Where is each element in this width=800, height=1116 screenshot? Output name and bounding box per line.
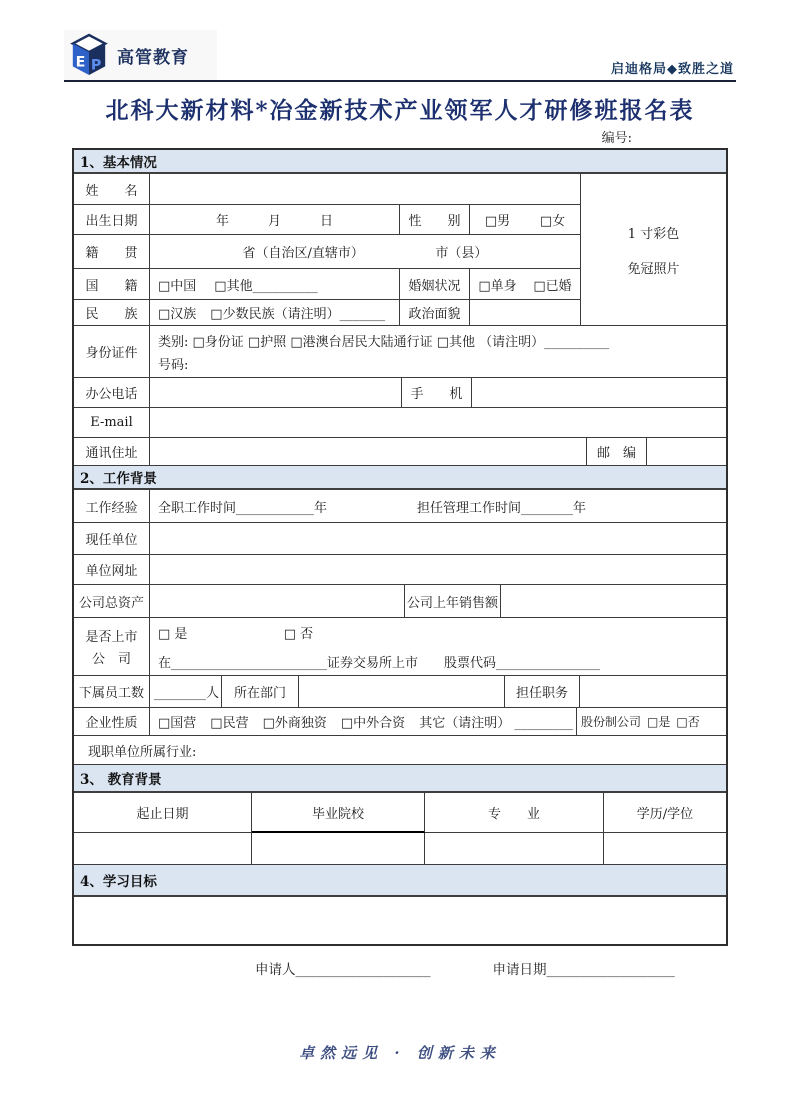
photo-note-line1: 1 寸彩色 <box>627 226 680 242</box>
checkbox-joint-venture[interactable]: □中外合资 <box>340 716 406 731</box>
dob-input-area[interactable]: 年 月 日 <box>150 205 400 234</box>
edu-major-input-area[interactable] <box>425 833 604 864</box>
photo-placeholder[interactable] <box>580 174 726 325</box>
email-label: E-mail <box>74 408 150 437</box>
name-input-area[interactable] <box>150 174 580 204</box>
ethnicity-label: 民 族 <box>74 300 150 325</box>
management-years-blank[interactable]: 担任管理工作时间________年 <box>417 500 587 516</box>
gender-options <box>470 205 580 234</box>
dob-label: 出生日期 <box>74 205 150 234</box>
sales-label: 公司上年销售额 <box>405 585 501 617</box>
checkbox-shareholding-yes[interactable]: □是 <box>647 715 671 729</box>
assets-label: 公司总资产 <box>74 585 150 617</box>
checkbox-type-other[interactable]: 其它（请注明） _________ <box>419 716 573 731</box>
native-place-input-area[interactable]: 省（自治区/直辖市） 市（县） <box>242 246 488 261</box>
dept-label: 所在部门 <box>222 676 299 707</box>
email-row <box>74 408 726 438</box>
listed-company-input-area[interactable] <box>150 618 726 675</box>
id-document-row <box>74 326 726 378</box>
footer-motto: 卓然远见 · 创新未来 <box>299 1044 501 1062</box>
checkbox-private[interactable]: □民营 <box>210 716 249 731</box>
svg-text:P: P <box>90 57 102 74</box>
company-type-row <box>74 708 726 736</box>
id-type-options[interactable]: 类别: □身份证 □护照 □港澳台居民大陆通行证 □其他 （请注明）__________ <box>158 334 610 350</box>
checkbox-single[interactable]: □单身 <box>478 278 517 294</box>
form-title: 北科大新材料*冶金新技术产业领军人才研修班报名表 <box>105 97 695 124</box>
section-2-title: 2、工作背景 <box>80 471 157 487</box>
section-1-header <box>74 150 726 174</box>
office-phone-label: 办公电话 <box>74 378 150 407</box>
header-bar <box>64 28 736 82</box>
listed-company-label <box>74 618 150 675</box>
shareholding-options <box>577 708 726 735</box>
study-goals-row <box>74 897 726 944</box>
checkbox-china[interactable]: □中国 <box>158 278 197 294</box>
checkbox-minority[interactable]: □少数民族（请注明）_______ <box>210 307 386 322</box>
logo-text: 高管教育 <box>117 47 189 68</box>
name-label: 姓 名 <box>74 174 150 204</box>
gender-label: 性 别 <box>400 205 470 234</box>
brand-logo <box>64 30 217 80</box>
company-type-label: 企业性质 <box>74 708 150 735</box>
id-document-input-area[interactable] <box>150 326 726 377</box>
fulltime-years-blank[interactable]: 全职工作时间____________年 <box>158 500 328 516</box>
native-place-label: 籍 贯 <box>74 235 150 268</box>
study-goals-input-area[interactable] <box>74 897 726 944</box>
checkbox-han[interactable]: □汉族 <box>158 307 197 322</box>
svg-text:E: E <box>75 54 86 71</box>
political-status-input-area[interactable] <box>470 300 580 325</box>
employer-label: 现任单位 <box>74 523 150 554</box>
address-row <box>74 438 726 466</box>
address-input-area[interactable] <box>150 438 587 465</box>
staff-count-input-area[interactable]: ________人 <box>150 676 222 707</box>
edu-header-major: 专 业 <box>425 793 604 833</box>
political-status-label: 政治面貌 <box>400 300 470 325</box>
listed-company-row <box>74 618 726 676</box>
staff-count-label: 下属员工数 <box>74 676 150 707</box>
listed-label-line2: 公 司 <box>91 652 131 667</box>
section-3-title: 3、 教育背景 <box>80 772 162 788</box>
nationality-row <box>74 269 580 300</box>
brand-slogan: 启迪格局◆致胜之道 <box>611 62 734 77</box>
industry-row <box>74 736 726 765</box>
basic-info-block <box>74 174 726 326</box>
name-row <box>74 174 580 205</box>
ethnicity-options <box>150 300 400 325</box>
staff-dept-row <box>74 676 726 708</box>
education-data-row <box>74 833 726 865</box>
ep-cube-logo-icon <box>69 33 109 77</box>
phone-row <box>74 378 726 408</box>
edu-header-degree: 学历/学位 <box>604 793 726 833</box>
section-4-header <box>74 865 726 897</box>
edu-school-input-area[interactable] <box>252 833 425 864</box>
photo-note-line2: 免冠照片 <box>627 261 680 277</box>
listed-label-line1: 是否上市 <box>85 630 138 645</box>
nationality-label: 国 籍 <box>74 269 150 299</box>
section-4-title: 4、学习目标 <box>80 874 157 890</box>
serial-number-label: 编号: <box>601 131 632 146</box>
dob-row <box>74 205 580 235</box>
experience-row <box>74 490 726 523</box>
zip-input-area[interactable] <box>647 438 726 465</box>
dept-input-area[interactable] <box>299 676 505 707</box>
industry-input-area[interactable]: 现职单位所属行业: <box>88 744 197 760</box>
exchange-stock-code-blank[interactable]: 在________________________证券交易所上市 股票代码________________ <box>158 655 601 671</box>
employer-row <box>74 523 726 555</box>
website-label: 单位网址 <box>74 555 150 584</box>
signature-line <box>0 958 800 978</box>
shareholding-label: 股份制公司 <box>581 715 642 729</box>
position-input-area[interactable] <box>580 676 726 707</box>
position-label: 担任职务 <box>505 676 580 707</box>
office-phone-input-area[interactable] <box>150 378 402 407</box>
checkbox-foreign-owned[interactable]: □外商独资 <box>262 716 327 731</box>
checkbox-married[interactable]: □已婚 <box>533 278 572 294</box>
application-date-blank[interactable]: 申请日期___________________ <box>492 962 675 978</box>
section-3-header <box>74 765 726 793</box>
education-header-row <box>74 793 726 833</box>
company-type-options <box>150 708 577 735</box>
checkbox-male[interactable]: □男 <box>484 214 511 229</box>
listed-yes-no-options <box>158 623 313 642</box>
email-input-area[interactable] <box>150 408 726 437</box>
mobile-label: 手 机 <box>402 378 472 407</box>
marital-label: 婚姻状况 <box>400 269 470 299</box>
website-input-area[interactable] <box>150 555 726 584</box>
experience-input-area[interactable] <box>150 490 726 522</box>
address-label: 通讯住址 <box>74 438 150 465</box>
edu-degree-input-area[interactable] <box>604 833 726 864</box>
section-2-header <box>74 466 726 490</box>
native-place-row <box>74 235 580 269</box>
nationality-options <box>150 269 400 299</box>
edu-header-school: 毕业院校 <box>252 793 425 833</box>
edu-dates-input-area[interactable] <box>74 833 252 864</box>
edu-header-dates: 起止日期 <box>74 793 252 833</box>
assets-row <box>74 585 726 618</box>
applicant-signature-blank[interactable]: 申请人____________________ <box>255 962 431 978</box>
mobile-input-area[interactable] <box>472 378 726 407</box>
section-1-title: 1、基本情况 <box>80 155 157 171</box>
id-document-label: 身份证件 <box>74 326 150 377</box>
assets-input-area[interactable] <box>150 585 405 617</box>
checkbox-listed-no[interactable]: □ 否 <box>283 626 314 642</box>
checkbox-listed-yes[interactable]: □ 是 <box>158 626 188 642</box>
zip-label: 邮 编 <box>587 438 647 465</box>
registration-form-table <box>72 148 728 946</box>
checkbox-female[interactable]: □女 <box>539 214 566 229</box>
sales-input-area[interactable] <box>501 585 726 617</box>
ethnicity-row <box>74 300 580 325</box>
checkbox-nationality-other[interactable]: □其他__________ <box>214 278 318 294</box>
website-row <box>74 555 726 585</box>
marital-options <box>470 269 580 299</box>
experience-label: 工作经验 <box>74 490 150 522</box>
employer-input-area[interactable] <box>150 523 726 554</box>
checkbox-shareholding-no[interactable]: □否 <box>676 715 700 729</box>
checkbox-state-owned[interactable]: □国营 <box>158 716 197 731</box>
id-number-label[interactable]: 号码: <box>158 357 189 373</box>
